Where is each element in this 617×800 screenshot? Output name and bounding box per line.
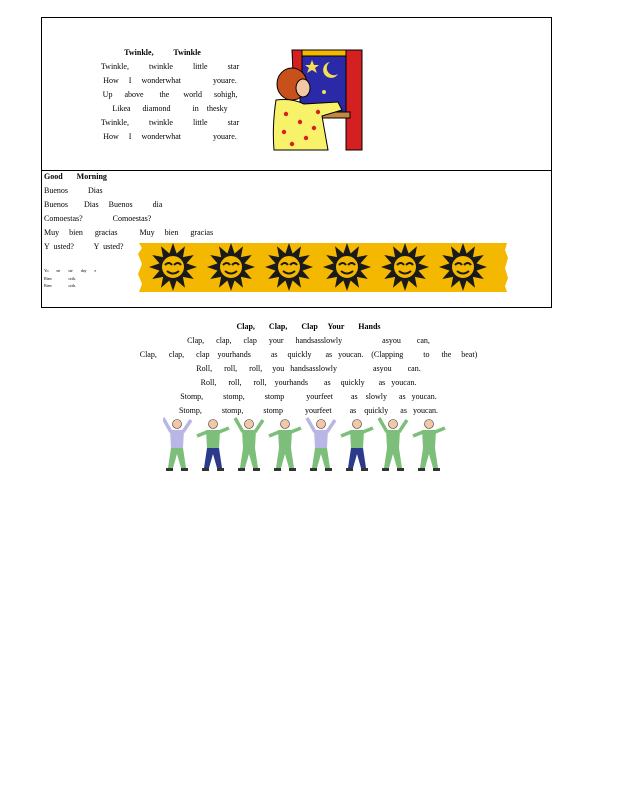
clap-song-line: Stomp, stomp, stomp yourfeet as slowly as youcan. [180, 392, 437, 401]
twinkle-song-line: How I wonderwhat youare. [103, 132, 237, 141]
dancing-child-figure [413, 420, 445, 472]
twinkle-song-line: Likea diamond in thesky [112, 104, 228, 113]
dancing-children-illustration [163, 416, 453, 474]
good-morning-song-line: Muy bien gracias Muy bien gracias [44, 228, 214, 237]
tiny-text-line: Bien orth. [44, 283, 76, 288]
girl-at-window-illustration [270, 48, 366, 154]
dancing-child-figure [341, 420, 373, 472]
dancing-child-figure [379, 418, 407, 471]
sun-banner [137, 240, 509, 295]
good-morning-song-line: Y usted? Y usted? [44, 242, 124, 251]
dancing-child-figure [163, 418, 191, 471]
clap-song-line: Stomp, stomp, stomp yourfeet as quickly as youcan. [178, 406, 439, 415]
clap-song-line: Roll, roll, roll, you handsasslowly asyou can. [196, 364, 421, 373]
good-morning-song-line: Comoestas? Comoestas? [44, 214, 152, 223]
clap-song-line: Clap, clap, clap yourhands as quickly as youcan. (Clapping to the beat) [139, 350, 478, 359]
dancing-child-figure [197, 420, 229, 472]
dancing-child-figure [269, 420, 301, 472]
twinkle-song-line: Up above the world sohigh, [102, 90, 238, 99]
good-morning-song-line: Buenos Dias Buenos dia [44, 200, 163, 209]
dancing-child-figure [307, 418, 335, 471]
tiny-text-line: Yo ne sie day e [44, 268, 97, 273]
twinkle-song-line: Twinkle, twinkle little star [100, 62, 240, 71]
tiny-text-line: Bien orth. [44, 276, 76, 281]
good-morning-song-line: Buenos Dias [44, 186, 103, 195]
clap-song-title: Clap, Clap, Clap Your Hands [236, 322, 381, 331]
clap-song-line: Roll, roll, roll, yourhands as quickly as youcan. [200, 378, 417, 387]
clap-song-line: Clap, clap, clap your handsasslowly asyou can, [187, 336, 430, 345]
twinkle-song-line: Twinkle, twinkle little star [100, 118, 240, 127]
twinkle-song-line: How I wonderwhat youare. [103, 76, 237, 85]
dancing-child-figure [235, 418, 263, 471]
good-morning-song-title: Good Morning [44, 172, 107, 181]
twinkle-song-title: Twinkle, Twinkle [124, 48, 201, 57]
